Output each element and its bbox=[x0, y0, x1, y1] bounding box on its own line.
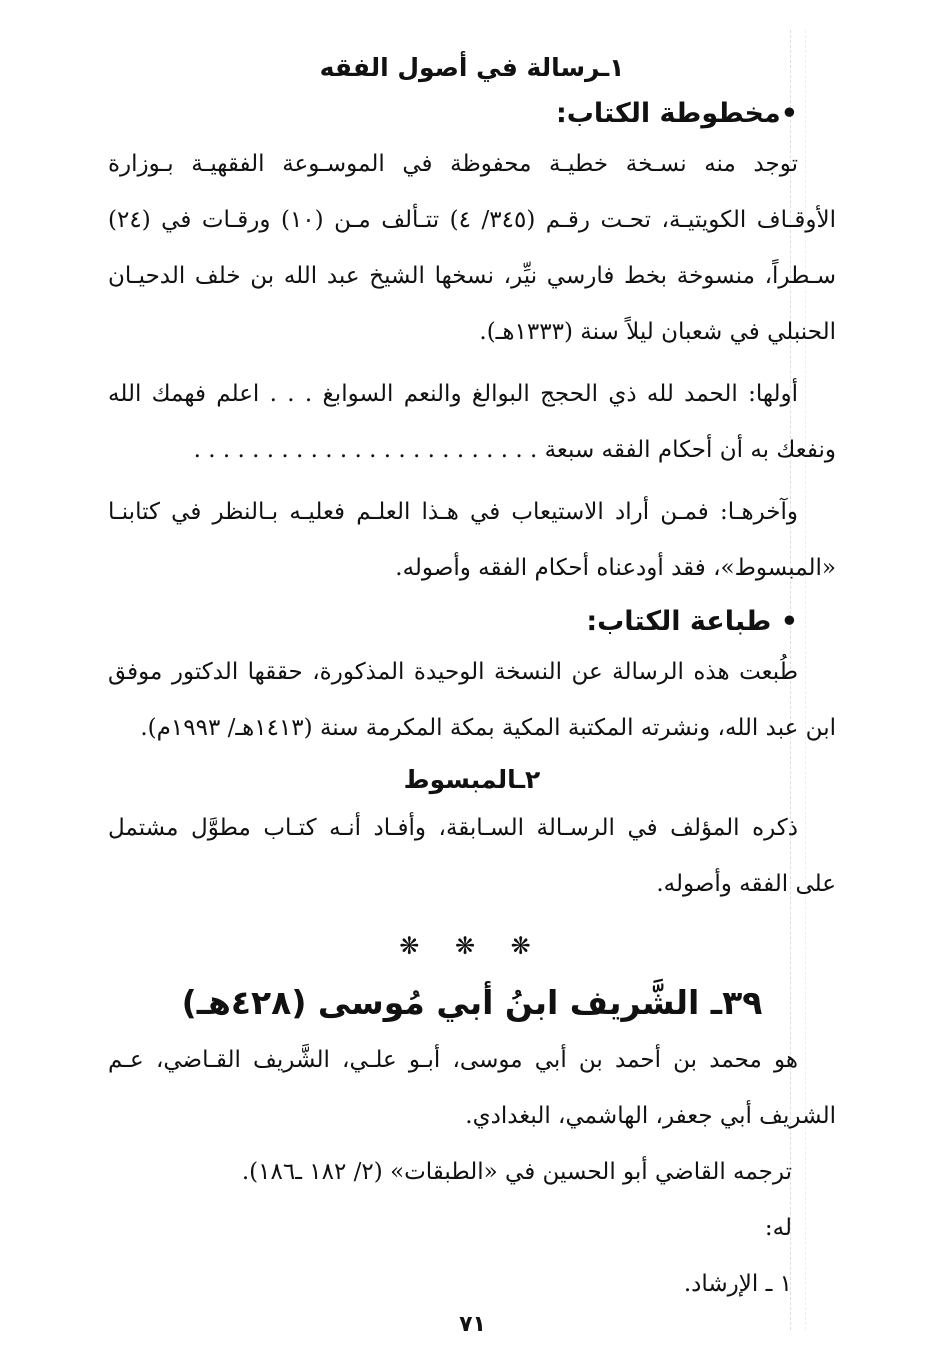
section1-title: ١ـرسالة في أصول الفقه bbox=[319, 53, 625, 82]
works-label: له: bbox=[764, 1215, 792, 1241]
page-content bbox=[108, 48, 836, 1312]
biography-title: ٣٩ـ الشَّريف ابنُ أبي مُوسى (٤٢٨هـ) bbox=[181, 983, 763, 1022]
printing-heading: • طباعة الكتاب: bbox=[586, 606, 798, 637]
page-number: ٧١ bbox=[459, 1312, 486, 1337]
first-paragraph: أولها: الحمد لله ذي الحجج البوالغ والنعم السوابغ . . . اعلم فهمك الله ونفعك به أن أحكام الفقه سبعة . . . . . . . . . . . . . . . . . . . . . . . . bbox=[108, 381, 836, 463]
work-item: ١ ـ الإرشاد. bbox=[683, 1271, 792, 1297]
section2-paragraph: ذكره المؤلف في الرسـالة السـابقة، وأفـاد أنـه كتـاب مطوَّل مشتمل على الفقه وأصوله. bbox=[108, 815, 836, 897]
translation-line: ترجمه القاضي أبو الحسين في «الطبقات» (٢/ ١٨٢ ـ١٨٦). bbox=[241, 1159, 792, 1185]
manuscript-paragraph: توجد منه نسـخة خطيـة محفوظة في الموسـوعة الفقهيـة بـوزارة الأوقـاف الكويتيـة، تحـت رقـم (٣٤٥/ ٤) تتـألف مـن (١٠) ورقـات في (٢٤) سـطراً، منسوخة بخط فارسي نيِّر، نسخها الشيخ عبد الله بن خلف الدحيـان الحنبلي في شعبان ليلاً سنة (١٣٣٣هـ). bbox=[108, 151, 836, 345]
printing-paragraph: طُبعت هذه الرسالة عن النسخة الوحيدة المذكورة، حققها الدكتور موفق ابن عبد الله، ونشرته المكتبة المكية بمكة المكرمة سنة (١٤١٣هـ/ ١٩٩٣م). bbox=[108, 659, 836, 741]
section2-title: ٢ـالمبسوط bbox=[403, 765, 541, 794]
manuscript-heading: •مخطوطة الكتاب: bbox=[555, 98, 798, 129]
last-paragraph: وآخرهـا: فمـن أراد الاستيعاب في هـذا العلـم فعليـه بـالنظر في كتابنـا «المبسوط»، فقد أودعناه أحكام الفقه وأصوله. bbox=[108, 499, 836, 581]
section-divider-stars: ❋ ❋ ❋ bbox=[399, 932, 545, 960]
biography-paragraph: هو محمد بن أحمد بن أبي موسى، أبـو علـي، الشَّريف القـاضي، عـم الشريف أبي جعفر، الهاشمي، البغدادي. bbox=[108, 1047, 836, 1129]
